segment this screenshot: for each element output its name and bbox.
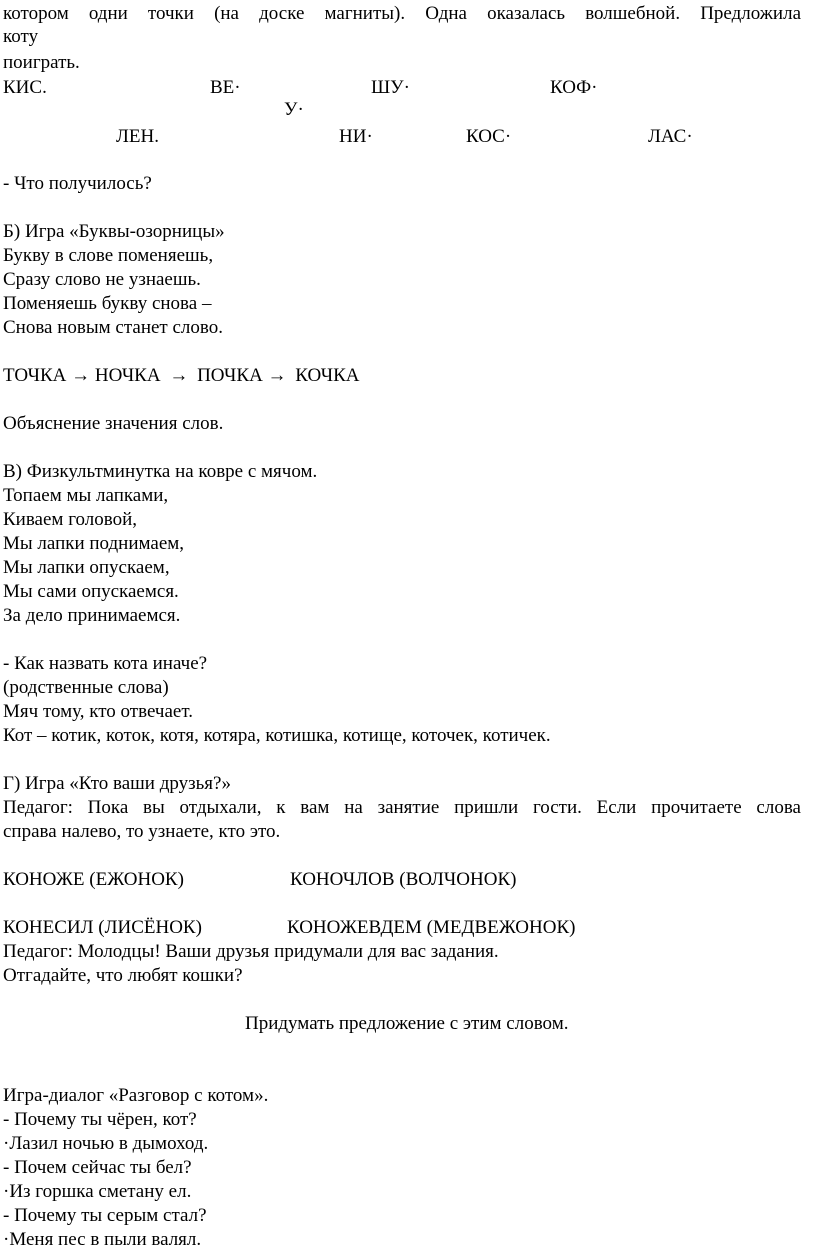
syllable-kis: КИС. [3,77,47,98]
friend-bear-cub: КОНОЖЕВДЕМ (МЕДВЕЖОНОК) [287,917,576,938]
arrow-icon: → [169,365,189,386]
words-explanation: Объяснение значения слов. [3,413,224,434]
syllable-shu: ШУ· [371,77,410,98]
teacher-line-1: Педагог: Пока вы отдыхали, к вам на занятие пришли гости. Если прочитаете слова [3,797,801,818]
intro-line-3: поиграть. [3,52,80,73]
exercise-line-3: Мы лапки поднимаем, [3,533,185,554]
friend-hedgehog: КОНОЖЕ (ЕЖОНОК) [3,869,184,890]
exercise-line-1: Топаем мы лапками, [3,485,169,506]
related-answer: Кот – котик, коток, котя, котяра, котишка, котище, коточек, котичек. [3,725,551,746]
teacher-praise: Педагог: Молодцы! Ваши друзья придумали для вас задания. [3,941,499,962]
syllable-ve: ВЕ· [210,77,241,98]
dialog-line-4: ·Из горшка сметану ел. [3,1181,192,1202]
exercise-line-5: Мы сами опускаемся. [3,581,179,602]
chain-word-1: ТОЧКА [3,365,67,386]
poem-line-1: Букву в слове поменяешь, [3,245,214,266]
syllable-u: У· [284,99,304,120]
chain-word-2: НОЧКА [94,365,161,386]
poem-line-4: Снова новым станет слово. [3,317,223,338]
intro-line-1: котором одни точки (на доске магниты). Одна оказалась волшебной. Предложила [3,3,801,24]
related-question: - Как назвать кота иначе? [3,653,208,674]
arrow-icon: → [267,365,287,386]
word-chain [3,365,360,387]
syllable-kof: КОФ· [550,77,598,98]
related-ball: Мяч тому, кто отвечает. [3,701,193,722]
teacher-line-2: справа налево, то узнаете, кто это. [3,821,281,842]
dialog-title: Игра-диалог «Разговор с котом». [3,1085,269,1106]
sentence-task: Придумать предложение с этим словом. [245,1013,569,1034]
poem-line-3: Поменяешь букву снова – [3,293,212,314]
intro-line-2: коту [3,26,39,47]
syllable-len: ЛЕН. [116,126,159,147]
friend-fox-cub: КОНЕСИЛ (ЛИСЁНОК) [3,917,202,938]
exercise-title: В) Физкультминутка на ковре с мячом. [3,461,318,482]
letters-game-title: Б) Игра «Буквы-озорницы» [3,221,225,242]
dialog-line-1: - Почему ты чёрен, кот? [3,1109,197,1130]
exercise-line-6: За дело принимаемся. [3,605,181,626]
syllable-las: ЛАС· [648,126,693,147]
syllable-kos: КОС· [466,126,512,147]
exercise-line-4: Мы лапки опускаем, [3,557,170,578]
chain-word-3: ПОЧКА [197,365,263,386]
friend-wolf-cub: КОНОЧЛОВ (ВОЛЧОНОК) [290,869,517,890]
dialog-line-2: ·Лазил ночью в дымоход. [3,1133,209,1154]
related-note: (родственные слова) [3,677,169,698]
syllable-ni: НИ· [339,126,373,147]
dialog-line-5: - Почему ты серым стал? [3,1205,207,1226]
friends-game-title: Г) Игра «Кто ваши друзья?» [3,773,231,794]
exercise-line-2: Киваем головой, [3,509,138,530]
chain-word-4: КОЧКА [295,365,360,386]
dialog-line-6: ·Меня пес в пыли валял. [3,1229,202,1250]
dots-question: - Что получилось? [3,173,152,194]
arrow-icon: → [71,365,91,386]
dialog-line-3: - Почем сейчас ты бел? [3,1157,192,1178]
poem-line-2: Сразу слово не узнаешь. [3,269,201,290]
cats-riddle: Отгадайте, что любят кошки? [3,965,243,986]
